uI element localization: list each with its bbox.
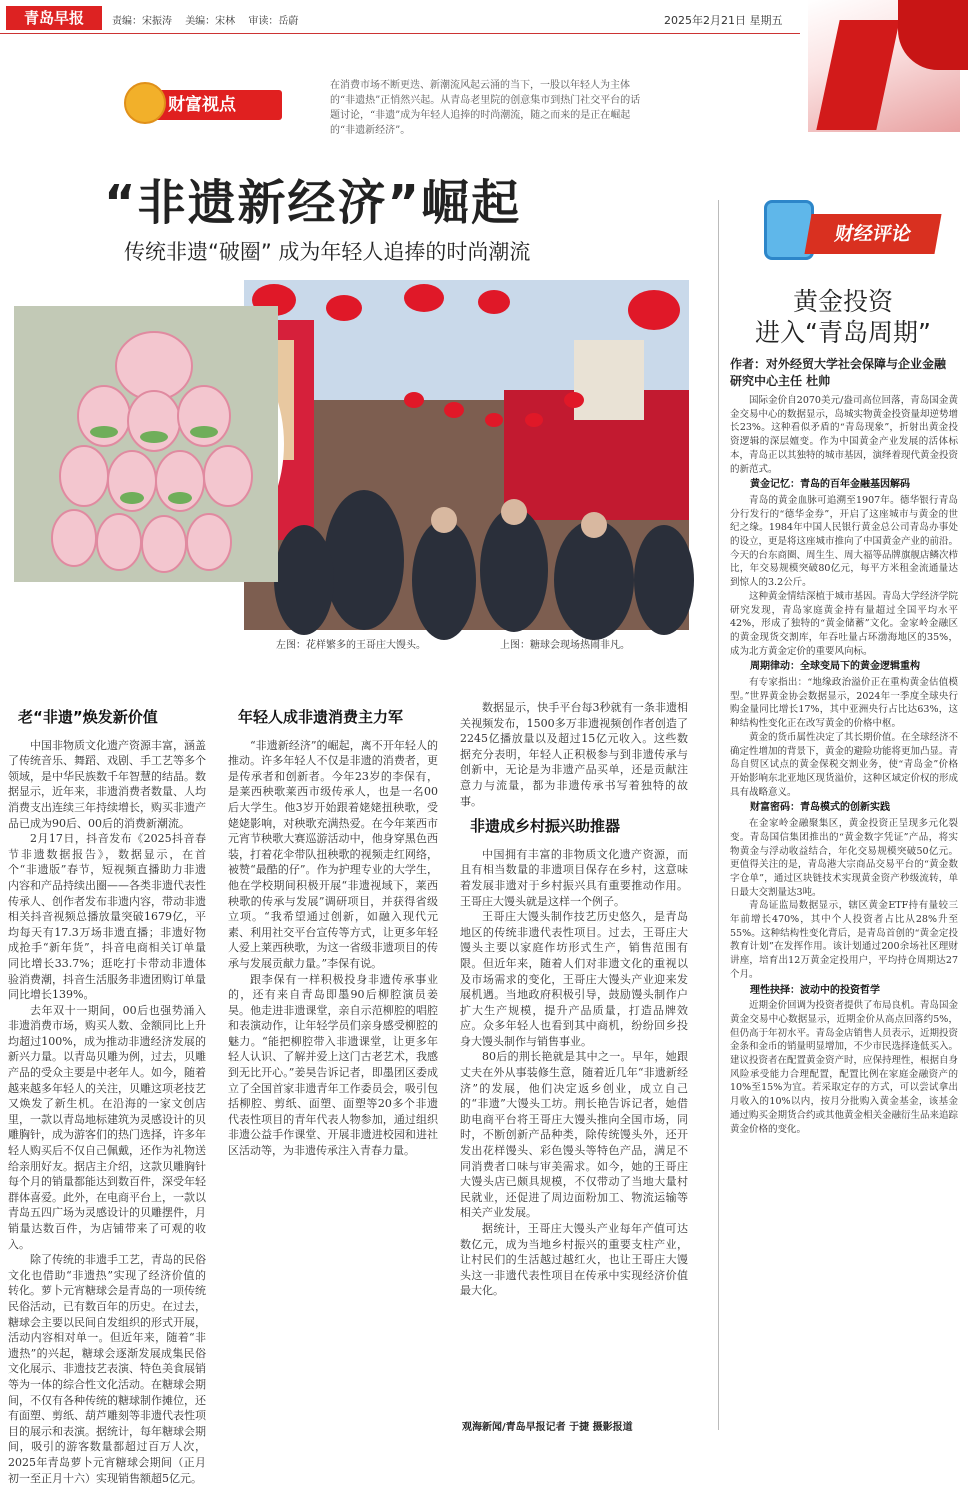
section-heading: 年轻人成非遗消费主力军 <box>238 708 404 726</box>
designer-credit: 美编：宋林 <box>185 16 236 27</box>
photo-caption-left: 左图：花样繁多的王哥庄大馒头。 <box>276 640 426 651</box>
article-column-3 <box>460 700 688 1414</box>
temple-fair-photo <box>244 280 689 630</box>
commentary-author: 作者：对外经贸大学社会保障与企业金融研究中心主任 杜帅 <box>730 357 947 388</box>
commentary-heading: 财富密码：青岛模式的创新实践 <box>750 802 890 814</box>
commentary-paragraph: 青岛证监局数据显示，辖区黄金ETF持有量较三年前增长470%，其中个人投资者占比从28%升至55%。这种结构性变化背后，是青岛首创的“黄金定投教育计划”在发挥作用。该计划通过200余场社区理财讲座，培育出12万黄金定投用户，平均持仓周期达27个月。 <box>730 900 958 980</box>
paragraph: 数据显示，快手平台每3秒就有一条非遗相关视频发布，1500多万非遗视频创作者创造了2245亿播放量以及超过15亿元收入。这些数据充分表明，年轻人正积极参与到非遗传承与创新中，无论是为非遗产品买单，还是贡献注意力与流量，都为非遗传承书写着独特的故事。 <box>460 701 688 808</box>
paragraph: 跟李保有一样积极投身非遗传承事业的，还有来自青岛即墨90后柳腔演员姜昊。他走进非遗课堂，亲自示范柳腔的唱腔和表演动作，让年轻学员们亲身感受柳腔的魅力。“能把柳腔带入非遗课堂，让更多年轻人认识、了解并爱上这门古老艺术，我感到无比开心。”姜昊告诉记者，即墨团区委成立了全国首家非遗青年工作委员会，吸引包括柳腔、剪纸、面塑、面塑等20多个非遗代表性项目的青年代表人物参加，通过组织非遗公益手作课堂、开展非遗进校园和进社区活动等，为非遗传承注入青春力量。 <box>228 972 438 1158</box>
paragraph: 据统计，王哥庄大馒头产业每年产值可达数亿元，成为当地乡村振兴的重要支柱产业，让村民们的生活越过越红火，也让王哥庄大馒头这一非遗代表性项目在传承中实现经济价值最大化。 <box>460 1222 688 1298</box>
section-label: 财富视点 <box>154 90 282 120</box>
commentary-paragraph: 在金家岭金融聚集区，黄金投资正呈现多元化裂变。青岛国信集团推出的“黄金数字凭证”产品，将实物黄金与浮动收益结合，年化交易规模突破50亿元。更值得关注的是，青岛港大宗商品交易平台的“黄金数字仓单”，通过区块链技术实现黄金资产秒级流转，单日最大交割量达3吨。 <box>730 818 958 898</box>
article-column-1 <box>8 700 206 1485</box>
article-intro: 在消费市场不断更迭、新潮流风起云涌的当下，一股以年轻人为主体的“非遗热”正悄然兴起。从青岛老里院的创意集市到热门社交平台的话题讨论，“非遗”成为年轻人追捧的时尚潮流，随之而来的是正在崛起的“非遗新经济”。 <box>330 80 641 136</box>
paragraph: “非遗新经济”的崛起，离不开年轻人的推动。许多年轻人不仅是非遗的消费者，更是传承者和创新者。今年23岁的李保有，是莱西秧歌莱西市级传承人，也是一名00后大学生。他3岁开始跟着姥姥扭秧歌，受姥姥影响，对秧歌充满热爱。在今年莱西市元宵节秧歌大赛巡游活动中，他身穿黑色西装，打着花伞带队扭秧歌的视频走红网络，被赞“最酷的仔”。作为护理专业的大学生，他在学校期间积极开展“非遗视域下，莱西秧歌的传承与发展”调研项目，并获得省级立项。“我希望通过创新，如融入现代元素、利用社交平台宣传等方式，让更多年轻人爱上莱西秧歌，为这一省级非遗项目的传承与发展贡献力量。”李保有说。 <box>228 738 438 970</box>
issue-date: 2025年2月21日 星期五 <box>664 14 783 27</box>
staff-line <box>112 12 308 27</box>
commentary-heading: 周期律动：全球变局下的黄金逻辑重构 <box>750 661 920 673</box>
commentary-title <box>730 286 956 348</box>
paragraph: 80后的荆长艳就是其中之一。早年，她跟丈夫在外从事装修生意，随着近几年“非遗新经济”的发展，他们决定返乡创业，成立自己的“非遗”大馒头工坊。荆长艳告诉记者，她借助电商平台将王哥庄大馒头推向全国市场，同时，不断创新产品种类，除传统馒头外，还开发出花样馒头、彩色馒头等特色产品，满足不同消费者口味与审美需求。如今，她的王哥庄大馒头店已颇具规模，不仅带动了当地大量村民就业，还促进了周边面粉加工、物流运输等相关产业发展。 <box>460 1050 688 1220</box>
commentary-badge <box>764 200 934 266</box>
steamed-bun-photo <box>8 300 284 588</box>
article-column-2 <box>228 700 438 1432</box>
paragraph: 2月17日，抖音发布《2025抖音春节非遗数据报告》，数据显示，在首个“非遗版”春节，短视频直播助力非遗内容和产品持续出圈——各类非遗代表性传承人、创作者发布非遗内容，带动非遗相关抖音视频总播放量突破1679亿，平均每天有17.3万场非遗直播；非遗好物成抢手“新年货”，抖音电商相关订单量同比增长33.7%；逛吃打卡带动非遗体验消费潮，抖音生活服务非遗团购订单量同比增长139%。 <box>8 832 206 1002</box>
photo-caption-right: 上图：糖球会现场热闹非凡。 <box>500 640 630 651</box>
article-byline: 观海新闻/青岛早报记者 于捷 摄影报道 <box>462 1422 633 1433</box>
section-badge <box>124 80 284 128</box>
paragraph: 去年双十一期间，00后也强势涌入非遗消费市场，购买人数、金额同比上升均超过100%，成为推动非遗经济发展的新兴力量。以青岛贝雕为例，过去，贝雕产品的受众主要是中老年人。如今，随着越来越多年轻人的关注，贝雕这项老技艺又焕发了新生机。在沿海的一家文创店里，一款以青岛地标建筑为灵感设计的贝雕胸针，成为游客们的热门选择，许多年轻人购买后不仅自己佩戴，还作为礼物送给亲朋好友。据店主介绍，这款贝雕胸针每个月的销量都能达到数百件，深受年轻群体喜爱。此外，在电商平台上，一款以青岛五四广场为灵感设计的贝雕摆件，月销量达数百件，为店铺带来了可观的收入。 <box>8 1003 206 1251</box>
coin-icon <box>124 82 166 124</box>
article-subtitle: 传统非遗“破圈” 成为年轻人追捧的时尚潮流 <box>124 240 531 264</box>
editor-credit: 责编：宋振涛 <box>112 16 172 27</box>
section-heading: 非遗成乡村振兴助推器 <box>470 817 621 836</box>
commentary-paragraph: 青岛的黄金血脉可追溯至1907年。德华银行青岛分行发行的“德华金券”，开启了这座城市与黄金的世纪之缘。1984年中国人民银行黄金总公司青岛办事处的设立，更是将这座城市推向了中国黄金产业的前沿。今天的台东商圈、周生生、周大福等品牌旗舰店鳞次栉比，年交易规模突破80亿元，每平方米租金流通量达到惊人的3.2公斤。 <box>730 494 959 589</box>
column-divider <box>718 200 719 1430</box>
newspaper-logo: 青岛早报 <box>6 6 102 30</box>
commentary-paragraph: 有专家指出：“地缘政治溢价正在重构黄金估值模型。”世界黄金协会数据显示，2024年一季度全球央行购金量同比增长17%，其中亚洲央行占比达63%，这种结构性变化正在改写黄金的价格中枢。 <box>730 677 958 730</box>
paragraph: 除了传统的非遗手工艺，青岛的民俗文化也借助“非遗热”实现了经济价值的转化。萝卜元宵糖球会是青岛的一项传统民俗活动，已有数百年的历史。在过去，糖球会主要以民间自发组织的形式开展，活动内容相对单一。但近年来，随着“非遗热”的兴起，糖球会逐渐发展成集民俗文化展示、非遗技艺表演、特色美食展销等为一体的综合性文化活动。在糖球会期间，不仅有各种传统的糖球制作摊位，还有面塑、剪纸、葫芦雕刻等非遗代表性项目的展示和表演。据统计，每年糖球会期间，吸引的游客数量都超过百万人次，2025年青岛萝卜元宵糖球会期间（正月初一至正月十六）实现销售额超5亿元。 <box>8 1253 206 1485</box>
commentary-paragraph: 黄金的货币属性决定了其长期价值。在全球经济不确定性增加的背景下，黄金的避险功能将更加凸显。青岛自贸区试点的黄金保税交割业务，使“青岛金”价格开始影响东北亚地区现货溢价，这种区域定价权的形成具有战略意义。 <box>730 731 959 798</box>
commentary-title-line-2: 进入“青岛周期” <box>755 318 931 347</box>
commentary-paragraph: 这种黄金情结深植于城市基因。青岛大学经济学院研究发现，青岛家庭黄金持有量超过全国平均水平42%，形成了独特的“黄金储蓄”文化。金家岭金融区的黄金现货交割库，年吞吐量占环渤海地区的35%，成为北方黄金定价的重要风向标。 <box>730 590 959 657</box>
commentary-body <box>730 394 958 1432</box>
paragraph: 中国非物质文化遗产资源丰富，涵盖了传统音乐、舞蹈、戏剧、手工艺等多个领域，是中华民族数千年智慧的结晶。数据显示，近年来，非遗消费者数量、人均消费支出连续三年持续增长，购买非遗产品已成为90后、00后的消费新潮流。 <box>8 738 206 830</box>
page-header <box>0 0 800 34</box>
paragraph: 中国拥有丰富的非物质文化遗产资源，而且有相当数量的非遗项目保存在乡村，这意味着发展非遗对于乡村振兴具有重要推动作用。王哥庄大馒头就是这样一个例子。 <box>460 847 688 908</box>
commentary-paragraph: 近期金价回调为投资者提供了布局良机。青岛国金黄金交易中心数据显示，近期金价从高点回落约5%，但仍高于年初水平。青岛金店销售人员表示，近期投资金条和金币的销量明显增加，不少市民选择逢低买入。建议投资者在配置黄金资产时，应保持理性，根据自身风险承受能力合理配置，配置比例在家庭金融资产的10%至15%为宜。若采取定存的方式，可以尝试拿出月收入的10%以内，按月分批购入黄金基金，该基金通过购买金期货合约或其他黄金相关金融衍生品来追踪黄金价格的变化。 <box>730 1000 959 1135</box>
article-title: “非遗新经济”崛起 <box>104 175 522 231</box>
commentary-heading: 黄金记忆：青岛的百年金融基因解码 <box>750 479 910 491</box>
commentary-title-line-1: 黄金投资 <box>792 287 893 316</box>
commentary-intro: 国际金价自2070美元/盎司高位回落，青岛国金黄金交易中心的数据显示，岛城实物黄金投资量却逆势增长23%。这种看似矛盾的“青岛现象”，折射出黄金投资逻辑的深层嬗变。作为中国黄金产业发展的活体标本，青岛正以其独特的城市基因，演绎着现代黄金投资的新范式。 <box>730 395 959 475</box>
commentary-heading: 理性抉择：波动中的投资哲学 <box>750 984 880 996</box>
section-heading: 老“非遗”焕发新价值 <box>18 708 158 726</box>
reviewer-credit: 审读：岳蔚 <box>248 16 299 27</box>
commentary-tag: 财经评论 <box>804 214 941 254</box>
paragraph: 王哥庄大馒头制作技艺历史悠久，是青岛地区的传统非遗代表性项目。过去，王哥庄大馒头主要以家庭作坊形式生产，销售范围有限。但近年来，随着人们对非遗文化的重视以及市场需求的变化，王哥庄大馒头产业迎来发展机遇。当地政府积极引导，鼓励馒头制作户扩大生产规模，提升产品质量，打造品牌效应。众多年轻人也看到其中商机，纷纷回乡投身大馒头制作与销售事业。 <box>460 910 688 1048</box>
decorative-ribbon-image <box>808 0 960 132</box>
